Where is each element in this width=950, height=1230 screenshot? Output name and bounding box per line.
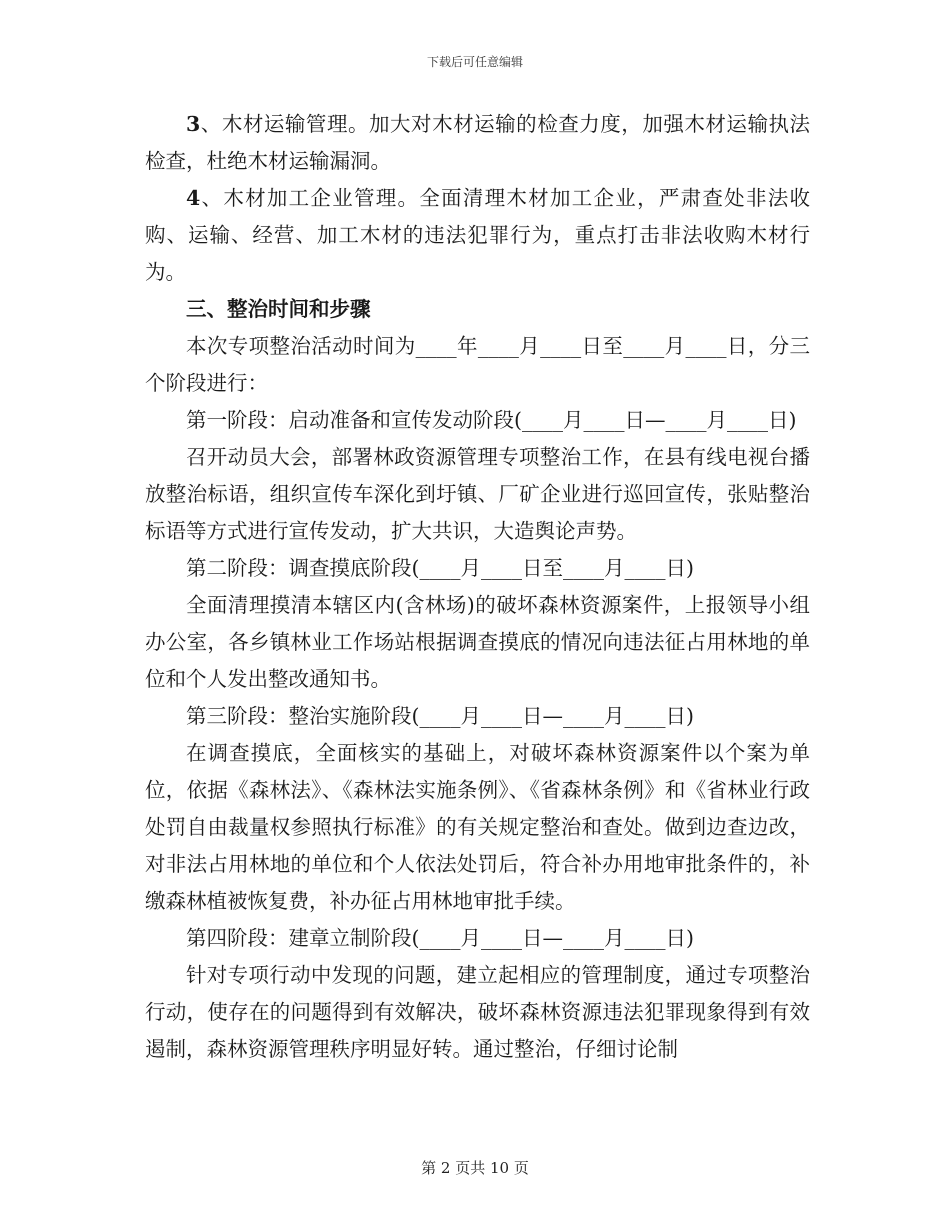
stage1-body: 召开动员大会，部署林政资源管理专项整治工作，在县有线电视台播放整治标语，组织宣传车深化到圩镇、厂矿企业进行巡回宣传，张贴整治标语等方式进行宣传发动，扩大共识，大造舆论声势。 — [145, 445, 810, 543]
stage2-title: 第二阶段：调查摸底阶段(____月____日至____月____日) — [186, 556, 694, 580]
section-heading: 三、整治时间和步骤 — [186, 297, 371, 321]
item-number: 4 — [186, 186, 201, 210]
paragraph-item-3 — [145, 106, 810, 180]
document-body — [145, 106, 810, 1068]
paragraph-item-4 — [145, 180, 810, 291]
stage4-title: 第四阶段：建章立制阶段(____月____日—____月____日) — [186, 926, 694, 950]
paragraph-schedule: 本次专项整治活动时间为____年____月____日至____月____日，分三个阶段进行： — [145, 334, 810, 395]
page-footer: 第 2 页共 10 页 — [421, 1159, 529, 1177]
paragraph-text: 、木材运输管理。加大对木材运输的检查力度，加强木材运输执法检查，杜绝木材运输漏洞。 — [145, 112, 810, 173]
stage3-title: 第三阶段：整治实施阶段(____月____日—____月____日) — [186, 704, 694, 728]
page-header: 下载后可任意编辑 — [426, 55, 523, 69]
stage2-body: 全面清理摸清本辖区内(含林场)的破坏森林资源案件，上报领导小组办公室，各乡镇林业工作场站根据调查摸底的情况向违法征占用林地的单位和个人发出整改通知书。 — [145, 593, 810, 691]
stage3-body: 在调查摸底，全面核实的基础上，对破坏森林资源案件以个案为单位，依据《森林法》、《森林法实施条例》、《省森林条例》和《省林业行政处罚自由裁量权参照执行标准》的有关规定整治和查处。做到边查边改，对非法占用林地的单位和个人依法处罚后，符合补办用地审批条件的，补缴森林植被恢复费，补办征占用林地审批手续。 — [145, 741, 810, 913]
stage1-title: 第一阶段：启动准备和宣传发动阶段(____月____日—____月____日) — [186, 408, 797, 432]
item-number: 3 — [186, 112, 201, 136]
paragraph-text: 、木材加工企业管理。全面清理木材加工企业，严肃查处非法收购、运输、经营、加工木材的违法犯罪行为，重点打击非法收购木材行为。 — [145, 186, 810, 284]
stage4-body: 针对专项行动中发现的问题，建立起相应的管理制度，通过专项整治行动，使存在的问题得到有效解决，破坏森林资源违法犯罪现象得到有效遏制，森林资源管理秩序明显好转。通过整治，仔细讨论制 — [145, 963, 810, 1061]
